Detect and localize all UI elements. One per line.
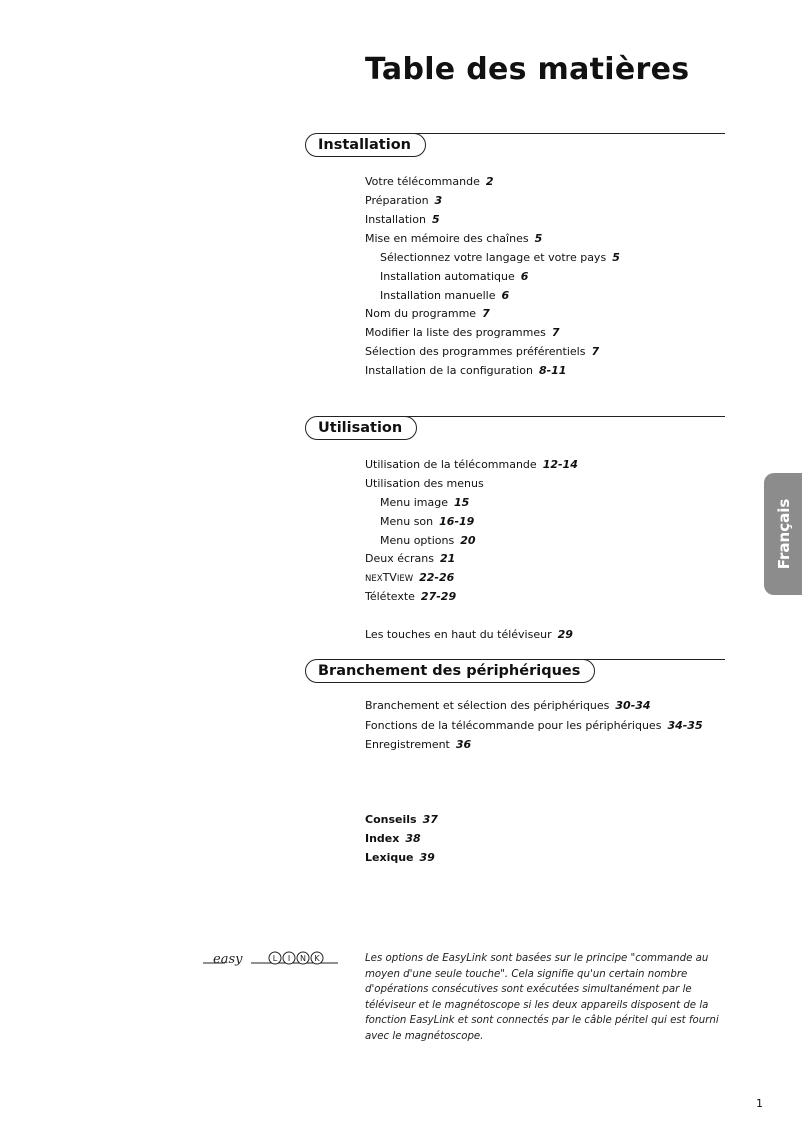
toc-entry[interactable] — [365, 699, 651, 712]
section-title: Utilisation — [305, 416, 417, 440]
toc-entry-text: Installation manuelle — [380, 289, 496, 302]
toc-entry-text: Lexique — [365, 851, 414, 864]
toc-entry-text: Conseils — [365, 813, 417, 826]
toc-entry[interactable] — [365, 477, 484, 490]
toc-entry-text: Modifier la liste des programmes — [365, 326, 546, 339]
toc-entry-page: 2 — [485, 175, 494, 188]
toc-entry-page: 38 — [405, 832, 421, 845]
toc-entry-text: Sélectionnez votre langage et votre pays — [380, 251, 607, 264]
toc-entry[interactable] — [365, 719, 703, 732]
section-header — [305, 133, 725, 159]
toc-entry[interactable] — [365, 628, 573, 641]
easylink-note: Les options de EasyLink sont basées sur le principe "commande au moyen d'une seule touche". Cela signifie qu'un certain nombre d'opérations consécutives sont exécutées simultanément par le téléviseur et le magnétoscope si les deux appareils disposent de la fonction EasyLink et sont connectés par le câble péritel qui est fourni avec le magnétoscope. — [365, 953, 719, 1042]
toc-entry-text: Installation automatique — [380, 270, 515, 283]
toc-entry-page: 3 — [434, 194, 443, 207]
toc-entry[interactable] — [365, 232, 542, 245]
toc-entry-page: 16-19 — [439, 515, 475, 528]
toc-entry[interactable] — [365, 364, 566, 377]
toc-entry-text: Préparation — [365, 194, 429, 207]
toc-entry[interactable] — [365, 194, 442, 207]
section-title: Branchement des périphériques — [305, 659, 595, 683]
page-number: 1 — [756, 1097, 763, 1110]
toc-entry-text: Sélection des programmes préférentiels — [365, 345, 586, 358]
toc-extra-entry[interactable] — [365, 851, 435, 864]
toc-entry[interactable] — [380, 515, 474, 528]
toc-entry-text: Index — [365, 832, 400, 845]
toc-entry-text: Enregistrement — [365, 738, 450, 751]
toc-entry[interactable] — [380, 289, 509, 302]
toc-entry[interactable] — [365, 590, 456, 603]
page-title: Table des matières — [365, 52, 690, 87]
toc-entry-page: 6 — [520, 270, 529, 283]
toc-entry[interactable] — [380, 251, 620, 264]
toc-entry-text: Menu image — [380, 496, 448, 509]
toc-entry[interactable] — [365, 345, 599, 358]
toc-entry[interactable] — [365, 326, 560, 339]
svg-text:L: L — [272, 954, 278, 963]
toc-entry-page: 5 — [612, 251, 620, 264]
section-title: Installation — [305, 133, 426, 157]
toc-entry-text: Utilisation des menus — [365, 477, 484, 490]
toc-entry-page: 7 — [482, 307, 490, 320]
toc-entry[interactable] — [365, 307, 490, 320]
toc-entry-text: Utilisation de la télécommande — [365, 458, 537, 471]
toc-entry-page: 30-34 — [615, 699, 651, 712]
easylink-logo — [203, 948, 338, 970]
svg-text:I: I — [287, 954, 291, 963]
toc-entry-page: 7 — [591, 345, 600, 358]
toc-entry-page: 36 — [455, 738, 472, 751]
toc-entry-text: Installation — [365, 213, 426, 226]
toc-entry-page: 7 — [551, 326, 560, 339]
svg-text:K: K — [314, 954, 320, 963]
language-tab-label: Français — [775, 498, 793, 570]
toc-entry-page: 15 — [453, 496, 470, 509]
toc-entry[interactable] — [365, 738, 471, 751]
toc-entry-text: Nom du programme — [365, 307, 477, 320]
toc-entry[interactable] — [365, 552, 455, 565]
toc-entry-page: 22-26 — [419, 571, 455, 584]
toc-entry-page: 37 — [422, 813, 438, 826]
toc-entry-text: Menu son — [380, 515, 434, 528]
toc-entry-page: 5 — [534, 232, 543, 245]
toc-entry-text: Mise en mémoire des chaînes — [365, 232, 529, 245]
toc-entry[interactable] — [365, 175, 494, 188]
toc-entry-text: Branchement et sélection des périphériques — [365, 699, 610, 712]
toc-entry-text: Votre télécommande — [365, 175, 480, 188]
toc-entry-text: NEXTVIEW — [365, 571, 414, 584]
toc-entry-page: 34-35 — [667, 719, 703, 732]
section-header — [305, 416, 725, 442]
toc-entry-page: 20 — [460, 534, 476, 547]
svg-text:easy: easy — [213, 952, 243, 967]
toc-entry-text: Deux écrans — [365, 552, 434, 565]
toc-entry-text: Fonctions de la télécommande pour les périphériques — [365, 719, 662, 732]
toc-entry[interactable] — [365, 458, 578, 471]
toc-entry-page: 12-14 — [542, 458, 578, 471]
toc-entry-page: 5 — [431, 213, 440, 226]
toc-extra-entry[interactable] — [365, 813, 438, 826]
toc-entry-page: 6 — [501, 289, 510, 302]
toc-entry-page: 21 — [440, 552, 456, 565]
section-header — [305, 659, 725, 685]
toc-entry[interactable] — [380, 534, 476, 547]
toc-entry[interactable] — [365, 213, 440, 226]
svg-text:N: N — [300, 954, 306, 963]
toc-entry-page: 8-11 — [538, 364, 567, 377]
toc-entry[interactable] — [365, 571, 454, 584]
toc-entry-text: Menu options — [380, 534, 455, 547]
toc-entry[interactable] — [380, 496, 469, 509]
toc-extra-entry[interactable] — [365, 832, 421, 845]
toc-entry-page: 27-29 — [420, 590, 457, 603]
language-tab — [764, 473, 802, 595]
toc-entry[interactable] — [380, 270, 528, 283]
toc-entry-page: 29 — [557, 628, 573, 641]
toc-entry-text: Installation de la configuration — [365, 364, 533, 377]
toc-entry-page: 39 — [419, 851, 435, 864]
toc-entry-text: Les touches en haut du téléviseur — [365, 628, 552, 641]
toc-entry-text: Télétexte — [365, 590, 415, 603]
